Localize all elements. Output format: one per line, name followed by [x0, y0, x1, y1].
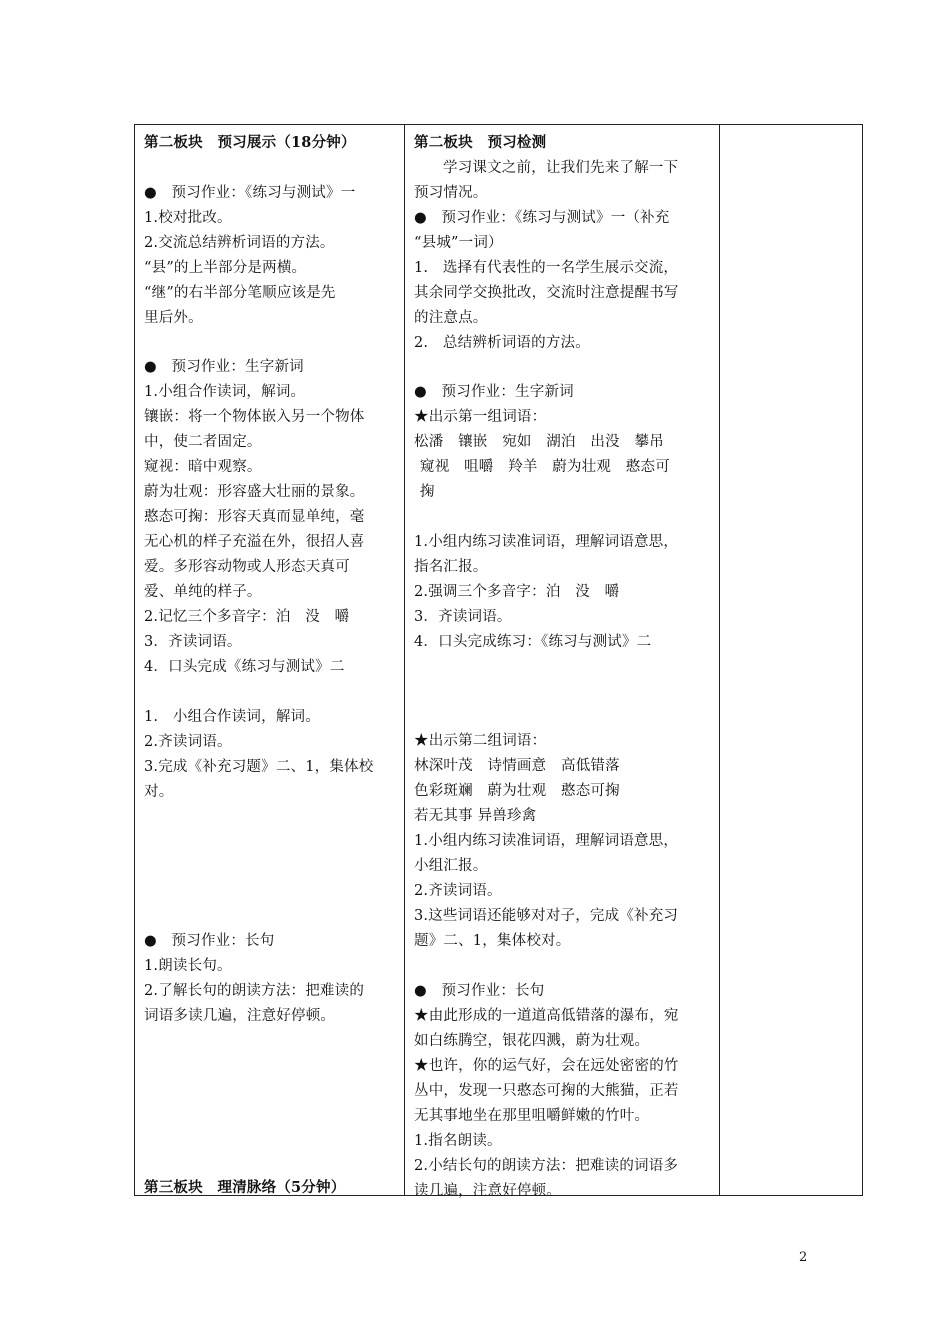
left-column-line: 蔚为壮观：形容盛大壮丽的景象。: [144, 484, 365, 500]
middle-column-line: 小组汇报。: [414, 858, 488, 874]
left-column-line: 窥视：暗中观察。: [144, 459, 262, 475]
left-column-line: 第三板块 理清脉络（5分钟）: [144, 1179, 346, 1196]
middle-column-line: 2. 总结辨析词语的方法。: [414, 335, 590, 351]
middle-column-line: ● 预习作业：生字新词: [414, 384, 574, 400]
left-column-line: 对。: [144, 784, 174, 800]
middle-column-line: 1. 选择有代表性的一名学生展示交流，: [414, 260, 679, 276]
lesson-plan-table: [134, 124, 863, 1199]
middle-column-line: 3.这些词语还能够对对子，完成《补充习: [414, 908, 679, 924]
middle-cell-content: [405, 125, 719, 1199]
middle-column-line: 丛中，发现一只憨态可掬的大熊猫，正若: [414, 1083, 679, 1099]
left-column-line: 1.朗读长句。: [144, 958, 232, 974]
middle-column-line: 的注意点。: [414, 310, 488, 326]
middle-column-line: 林深叶茂 诗情画意 高低错落: [414, 758, 620, 774]
left-column-line: 中，使二者固定。: [144, 434, 262, 450]
left-column-line: 3．齐读词语。: [144, 634, 242, 650]
middle-column-line: 掬: [420, 484, 435, 500]
left-cell-content: [135, 125, 404, 1195]
page-number: 2: [799, 1250, 808, 1265]
left-column-line: 无心机的样子充溢在外，很招人喜: [144, 534, 365, 550]
left-column-line: 爱、单纯的样子。: [144, 584, 262, 600]
middle-column-line: ★由此形成的一道道高低错落的瀑布，宛: [414, 1008, 679, 1024]
middle-column-line: 色彩斑斓 蔚为壮观 憨态可掬: [414, 783, 620, 799]
left-column-line: 2.了解长句的朗读方法：把难读的: [144, 983, 365, 999]
middle-column-line: 题》二、1，集体校对。: [414, 933, 571, 949]
left-column-line: 里后外。: [144, 310, 203, 326]
left-column-line: 爱。多形容动物或人形态天真可: [144, 559, 350, 575]
middle-column-line: ● 预习作业：长句: [414, 983, 545, 999]
left-column-line: 2.记忆三个多音字：泊 没 嚼: [144, 609, 350, 625]
middle-column-line: “县城”一词）: [414, 235, 503, 251]
middle-column-line: 若无其事 异兽珍禽: [414, 808, 537, 824]
notes-cell-empty: [720, 125, 862, 1195]
left-column-line: “县”的上半部分是两横。: [144, 260, 307, 276]
middle-column-line: ● 预习作业：《练习与测试》一（补充: [414, 210, 670, 226]
teacher-activity-column: [405, 125, 720, 1199]
left-column-line: 憨态可掬：形容天真而显单纯，毫: [144, 509, 365, 525]
middle-column-line: 学习课文之前，让我们先来了解一下: [443, 160, 679, 176]
middle-column-line: 指名汇报。: [414, 559, 488, 575]
middle-column-line: 第二板块 预习检测: [414, 134, 547, 151]
middle-column-line: 无其事地坐在那里咀嚼鲜嫩的竹叶。: [414, 1108, 650, 1124]
notes-column: [720, 125, 863, 1196]
left-column-line: 2.交流总结辨析词语的方法。: [144, 235, 335, 251]
middle-column-line: 1.小组内练习读准词语，理解词语意思，: [414, 534, 679, 550]
left-column-line: “继”的右半部分笔顺应该是先: [144, 285, 336, 301]
middle-column-line: 2.小结长句的朗读方法：把难读的词语多: [414, 1158, 679, 1174]
left-column-line: 2.齐读词语。: [144, 734, 232, 750]
left-column-line: 4．口头完成《练习与测试》二: [144, 659, 345, 675]
middle-column-line: ★出示第二组词语：: [414, 733, 547, 749]
left-column-line: 词语多读几遍，注意好停顿。: [144, 1008, 336, 1024]
middle-column-line: 2.齐读词语。: [414, 883, 502, 899]
middle-column-line: 4．口头完成练习：《练习与测试》二: [414, 634, 652, 650]
middle-column-line: 1.小组内练习读准词语，理解词语意思，: [414, 833, 679, 849]
left-column-line: 镶嵌：将一个物体嵌入另一个物体: [144, 409, 365, 425]
left-column-line: ● 预习作业：《练习与测试》一: [144, 185, 356, 201]
middle-column-line: ★也许，你的运气好，会在远处密密的竹: [414, 1058, 679, 1074]
left-column-line: ● 预习作业：生字新词: [144, 359, 304, 375]
middle-column-line: 其余同学交换批改，交流时注意提醒书写: [414, 285, 679, 301]
middle-column-line: ★出示第一组词语：: [414, 409, 547, 425]
table-row: [135, 125, 863, 1196]
middle-column-line: 读几遍，注意好停顿。: [414, 1183, 561, 1199]
middle-column-line: 窥视 咀嚼 羚羊 蔚为壮观 憨态可: [420, 459, 670, 475]
middle-column-line: 1.指名朗读。: [414, 1133, 502, 1149]
middle-column-line: 预习情况。: [414, 185, 488, 201]
middle-column-line: 3．齐读词语。: [414, 609, 512, 625]
middle-column-line: 松潘 镶嵌 宛如 湖泊 出没 攀吊: [414, 434, 664, 450]
left-column-line: 1.小组合作读词，解词。: [144, 384, 306, 400]
student-activity-column: [135, 125, 405, 1196]
left-column-line: 3.完成《补充习题》二、1，集体校: [144, 759, 374, 775]
middle-column-line: 如白练腾空，银花四溅，蔚为壮观。: [414, 1033, 650, 1049]
left-column-line: 第二板块 预习展示（18分钟）: [144, 134, 356, 151]
left-column-line: 1.校对批改。: [144, 210, 232, 226]
left-column-line: 1. 小组合作读词，解词。: [144, 709, 320, 725]
left-column-line: ● 预习作业：长句: [144, 933, 275, 949]
middle-column-line: 2.强调三个多音字：泊 没 嚼: [414, 584, 620, 600]
